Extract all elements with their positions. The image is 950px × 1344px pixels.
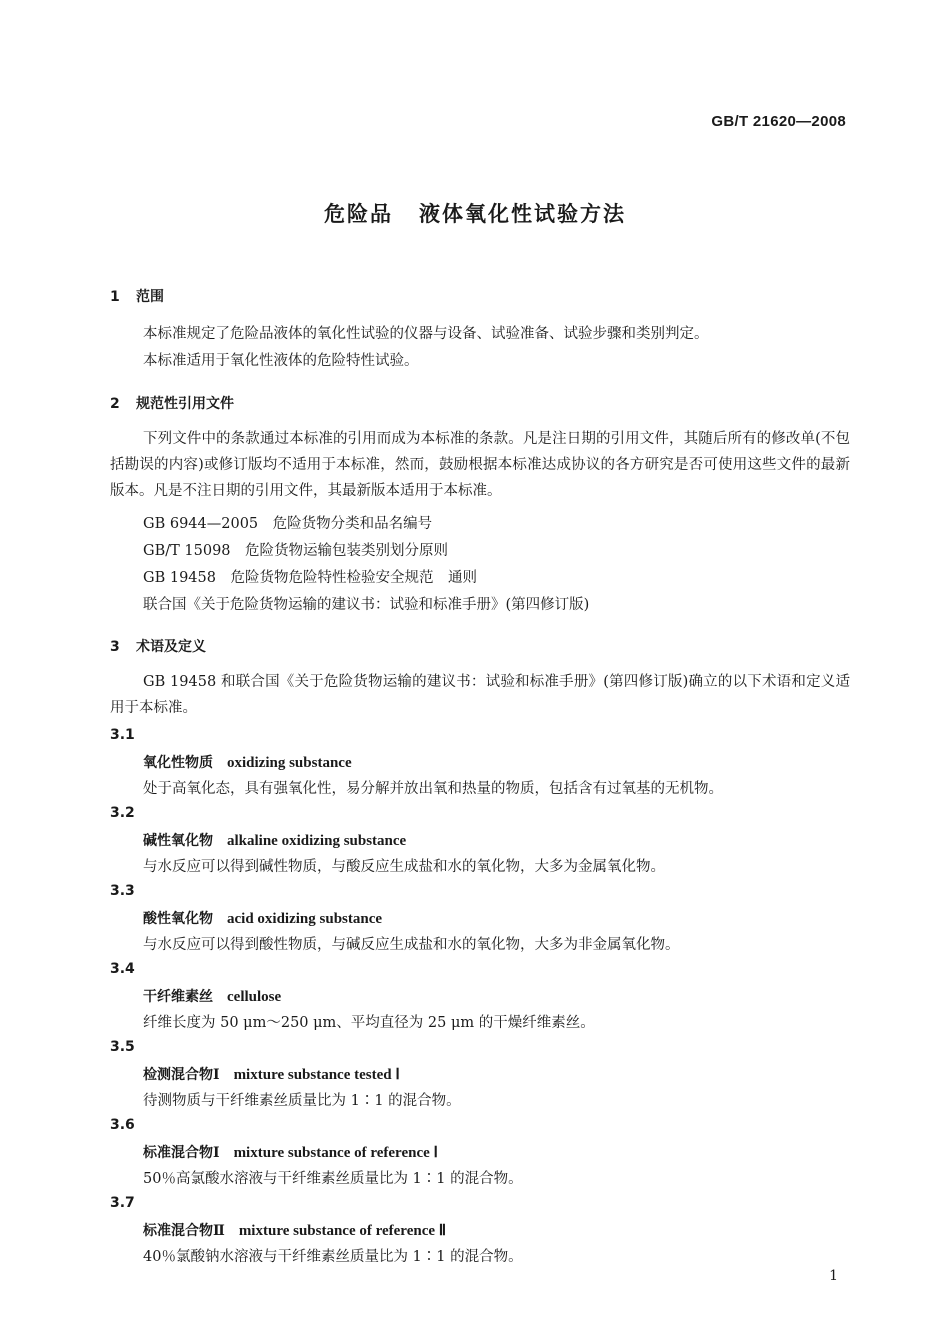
section-title: 规范性引用文件 [136, 396, 234, 412]
term-heading [143, 1142, 438, 1162]
section-2-paragraph: 下列文件中的条款通过本标准的引用而成为本标准的条款。凡是注日期的引用文件，其随后所有的修改单(不包括勘误的内容)或修订版均不适用于本标准，然而，鼓励根据本标准达成协议的各方研究是否可使用这些文件的最新版本。凡是不注日期的引用文件，其最新版本适用于本标准。 [110, 431, 850, 499]
term-definition: 与水反应可以得到碱性物质，与酸反应生成盐和水的氧化物，大多为金属氧化物。 [143, 859, 665, 875]
term-heading [143, 986, 281, 1006]
section-3-heading [110, 636, 206, 656]
term-heading [143, 1220, 446, 1240]
document-title [0, 198, 950, 228]
term-heading [143, 908, 382, 928]
section-2-heading [110, 393, 234, 413]
term-definition: 处于高氧化态，具有强氧化性，易分解并放出氧和热量的物质，包括含有过氧基的无机物。 [143, 781, 723, 797]
term-zh: 碱性氧化物 [143, 833, 213, 849]
term-definition: 待测物质与干纤维素丝质量比为 1∶1 的混合物。 [143, 1093, 461, 1109]
term-zh: 氧化性物质 [143, 755, 213, 771]
reference-item: 联合国《关于危险货物运输的建议书：试验和标准手册》(第四修订版) [143, 597, 590, 613]
term-en: mixture substance of reference Ⅰ [233, 1145, 438, 1161]
section-number: 2 [110, 396, 120, 412]
clause-number: 3.6 [110, 1117, 135, 1133]
section-number: 1 [110, 289, 120, 305]
term-definition: 50％高氯酸水溶液与干纤维素丝质量比为 1∶1 的混合物。 [143, 1171, 523, 1187]
section-3-paragraph: GB 19458 和联合国《关于危险货物运输的建议书：试验和标准手册》(第四修订版)确立的以下术语和定义适用于本标准。 [110, 674, 850, 716]
term-en: oxidizing substance [227, 755, 352, 771]
term-en: mixture substance of reference Ⅱ [238, 1223, 447, 1239]
term-zh: 标准混合物Ⅱ [143, 1223, 225, 1239]
section-number: 3 [110, 639, 120, 655]
section-1-heading [110, 286, 164, 306]
page-number: 1 [829, 1268, 838, 1284]
clause-number: 3.2 [110, 805, 135, 821]
section-title: 术语及定义 [136, 639, 206, 655]
section-1-line: 本标准规定了危险品液体的氧化性试验的仪器与设备、试验准备、试验步骤和类别判定。 [143, 326, 709, 342]
term-heading [143, 752, 352, 772]
term-en: alkaline oxidizing substance [227, 833, 407, 849]
clause-number: 3.3 [110, 883, 135, 899]
term-definition: 与水反应可以得到酸性物质，与碱反应生成盐和水的氧化物，大多为非金属氧化物。 [143, 937, 680, 953]
term-en: mixture substance tested Ⅰ [233, 1067, 400, 1083]
term-heading [143, 830, 406, 850]
title-part-1: 危险品 [324, 202, 393, 226]
term-definition: 40％氯酸钠水溶液与干纤维素丝质量比为 1∶1 的混合物。 [143, 1249, 523, 1265]
term-en: acid oxidizing substance [227, 911, 383, 927]
term-en: cellulose [227, 989, 282, 1005]
reference-item: GB/T 15098 危险货物运输包装类别划分原则 [143, 543, 449, 559]
term-zh: 标准混合物Ⅰ [143, 1145, 220, 1161]
clause-number: 3.7 [110, 1195, 135, 1211]
term-definition: 纤维长度为 50 μm～250 μm、平均直径为 25 μm 的干燥纤维素丝。 [143, 1015, 595, 1031]
standard-code: GB/T 21620—2008 [711, 113, 846, 130]
title-part-2: 液体氧化性试验方法 [419, 202, 626, 226]
term-heading [143, 1064, 400, 1084]
section-1-line: 本标准适用于氧化性液体的危险特性试验。 [143, 353, 419, 369]
reference-item: GB 6944—2005 危险货物分类和品名编号 [143, 516, 433, 532]
clause-number: 3.4 [110, 961, 135, 977]
clause-number: 3.5 [110, 1039, 135, 1055]
term-zh: 检测混合物Ⅰ [143, 1067, 220, 1083]
reference-item: GB 19458 危险货物危险特性检验安全规范 通则 [143, 570, 477, 586]
term-zh: 酸性氧化物 [143, 911, 213, 927]
term-zh: 干纤维素丝 [143, 989, 213, 1005]
clause-number: 3.1 [110, 727, 135, 743]
section-title: 范围 [136, 289, 164, 305]
